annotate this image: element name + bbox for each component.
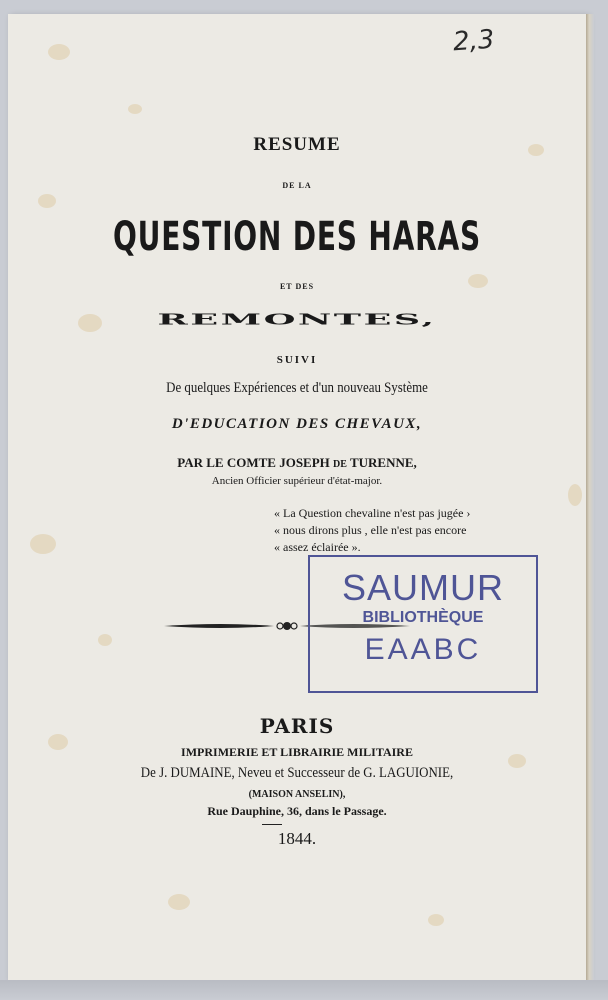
title-resume: RESUME xyxy=(253,134,341,155)
title-education: D'EDUCATION DES CHEVAUX, xyxy=(171,416,423,432)
imprint-maison: (MAISON ANSELIN), xyxy=(248,789,346,800)
epigraph-line: « assez éclairée ». xyxy=(274,540,361,554)
title-page xyxy=(8,14,586,980)
author-joseph: JOSEPH xyxy=(279,455,330,470)
imprint-year: 1844. xyxy=(277,829,317,848)
author-line xyxy=(8,455,586,471)
author-par: PAR LE xyxy=(177,455,224,470)
imprint-city: PARIS xyxy=(259,714,335,738)
divider-dash xyxy=(262,824,282,825)
title-remontes: REMONTES, xyxy=(157,310,437,329)
epigraph-line: « La Question chevaline n'est pas jugée › xyxy=(274,506,471,520)
library-stamp xyxy=(308,555,538,693)
author-de: DE xyxy=(333,459,347,470)
subtitle: De quelques Expériences et d'un nouveau Système xyxy=(166,380,428,396)
stamp-saumur: SAUMUR xyxy=(341,567,504,608)
title-main: QUESTION DES HARAS xyxy=(112,214,482,260)
author-rank: Ancien Officier supérieur d'état-major. xyxy=(211,475,383,487)
binding-edge xyxy=(0,980,608,1000)
page-edge xyxy=(586,14,594,980)
title-suivi: SUIVI xyxy=(276,354,318,366)
shelfmark-handwritten: 2,3 xyxy=(452,24,496,58)
imprint-address: Rue Dauphine, 36, dans le Passage. xyxy=(207,804,387,818)
stamp-bibliotheque: BIBLIOTHÈQUE xyxy=(362,609,484,626)
epigraph xyxy=(274,505,470,556)
stamp-code: EAABC xyxy=(364,633,482,666)
title-de-la: DE LA xyxy=(282,181,312,190)
author-comte: COMTE xyxy=(226,455,276,470)
author-name: TURENNE, xyxy=(349,455,417,470)
title-et-des: ET DES xyxy=(279,282,315,291)
epigraph-line: « nous dirons plus , elle n'est pas encore xyxy=(274,523,467,537)
imprint-publisher: De J. DUMAINE, Neveu et Successeur de G. LAGUIONIE, xyxy=(140,765,454,781)
imprint-printer: IMPRIMERIE ET LIBRAIRIE MILITAIRE xyxy=(181,745,413,759)
